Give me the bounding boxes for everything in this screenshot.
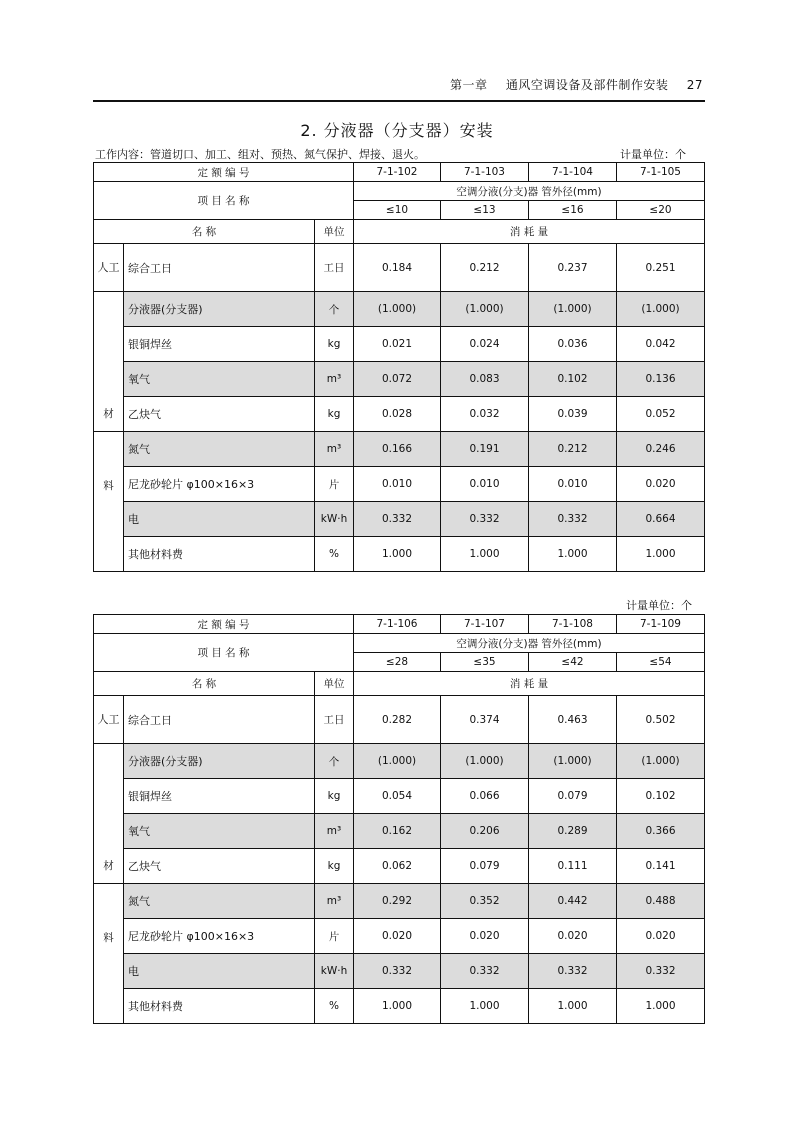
labor-value: 0.282	[354, 696, 441, 744]
material-value: 0.352	[441, 884, 529, 919]
quota-code: 7-1-106	[354, 615, 441, 634]
material-value: 1.000	[529, 537, 617, 572]
material-value: 0.102	[529, 362, 617, 397]
material-unit: %	[315, 989, 354, 1024]
material-value: 0.332	[529, 502, 617, 537]
material-value: (1.000)	[617, 744, 705, 779]
material-value: 0.366	[617, 814, 705, 849]
item-name-label: 项 目 名 称	[94, 182, 354, 220]
consumption-header: 消 耗 量	[354, 220, 705, 244]
material-value: 0.191	[441, 432, 529, 467]
material-unit: 片	[315, 919, 354, 954]
material-value: (1.000)	[354, 744, 441, 779]
labor-item-name: 综合工日	[124, 696, 315, 744]
header-text	[436, 76, 703, 93]
material-value: 0.332	[441, 954, 529, 989]
material-name: 其他材料费	[124, 537, 315, 572]
section-label: 通风空调设备及部件制作安装	[505, 78, 669, 92]
labor-value: 0.212	[441, 244, 529, 292]
material-name: 氧气	[124, 814, 315, 849]
labor-value: 0.502	[617, 696, 705, 744]
material-value: 0.332	[354, 502, 441, 537]
material-name: 分液器(分支器)	[124, 744, 315, 779]
material-value: 1.000	[441, 989, 529, 1024]
material-unit: 片	[315, 467, 354, 502]
material-value: 1.000	[617, 537, 705, 572]
quota-code: 7-1-105	[617, 163, 705, 182]
material-value: 0.332	[354, 954, 441, 989]
spec-value: ≤13	[441, 201, 529, 220]
spec-value: ≤28	[354, 653, 441, 672]
spec-value: ≤16	[529, 201, 617, 220]
labor-value: 0.251	[617, 244, 705, 292]
material-unit: kW·h	[315, 954, 354, 989]
quota-code: 7-1-104	[529, 163, 617, 182]
material-name: 银铜焊丝	[124, 327, 315, 362]
material-value: 0.079	[441, 849, 529, 884]
material-value: 0.488	[617, 884, 705, 919]
material-value: 0.024	[441, 327, 529, 362]
spec-value: ≤10	[354, 201, 441, 220]
material-value: 0.442	[529, 884, 617, 919]
material-value: 0.020	[617, 919, 705, 954]
consumption-header: 消 耗 量	[354, 672, 705, 696]
material-unit: kg	[315, 327, 354, 362]
page-header	[93, 72, 705, 102]
spec-value: ≤54	[617, 653, 705, 672]
labor-value: 0.374	[441, 696, 529, 744]
material-value: 0.111	[529, 849, 617, 884]
quota-code: 7-1-102	[354, 163, 441, 182]
material-value: 0.166	[354, 432, 441, 467]
name-column-header: 名 称	[94, 220, 315, 244]
material-unit: %	[315, 537, 354, 572]
material-value: (1.000)	[529, 744, 617, 779]
chapter-label: 第一章	[450, 78, 488, 92]
material-value: 0.054	[354, 779, 441, 814]
material-name: 分液器(分支器)	[124, 292, 315, 327]
material-unit: m³	[315, 884, 354, 919]
material-value: 0.079	[529, 779, 617, 814]
material-value: 0.032	[441, 397, 529, 432]
material-value: (1.000)	[529, 292, 617, 327]
spec-value: ≤35	[441, 653, 529, 672]
materials-category-label-bottom: 料	[94, 432, 124, 572]
labor-item-unit: 工日	[315, 244, 354, 292]
labor-value: 0.237	[529, 244, 617, 292]
material-name: 其他材料费	[124, 989, 315, 1024]
material-value: 0.292	[354, 884, 441, 919]
item-name-label: 项 目 名 称	[94, 634, 354, 672]
material-unit: 个	[315, 292, 354, 327]
material-unit: kg	[315, 849, 354, 884]
name-column-header: 名 称	[94, 672, 315, 696]
material-value: 0.102	[617, 779, 705, 814]
material-value: 0.020	[441, 919, 529, 954]
spec-header: 空调分液(分支)器 管外径(mm)	[354, 182, 705, 201]
labor-item-unit: 工日	[315, 696, 354, 744]
material-value: 0.332	[617, 954, 705, 989]
quota-code: 7-1-109	[617, 615, 705, 634]
page-title: 2. 分液器（分支器）安装	[300, 121, 494, 140]
materials-category-label-bottom: 料	[94, 884, 124, 1024]
material-value: 0.162	[354, 814, 441, 849]
work-content: 工作内容：管道切口、加工、组对、预热、氮气保护、焊接、退火。	[95, 148, 425, 161]
material-value: 0.066	[441, 779, 529, 814]
material-value: 0.664	[617, 502, 705, 537]
labor-item-name: 综合工日	[124, 244, 315, 292]
material-value: (1.000)	[441, 744, 529, 779]
material-unit: m³	[315, 814, 354, 849]
labor-value: 0.184	[354, 244, 441, 292]
material-value: 0.021	[354, 327, 441, 362]
labor-category-label: 人工	[94, 696, 124, 744]
material-value: 1.000	[617, 989, 705, 1024]
material-value: 1.000	[529, 989, 617, 1024]
material-value: 1.000	[354, 989, 441, 1024]
material-value: 0.136	[617, 362, 705, 397]
material-value: 0.036	[529, 327, 617, 362]
material-value: 0.052	[617, 397, 705, 432]
material-value: 0.020	[354, 919, 441, 954]
material-name: 尼龙砂轮片 φ100×16×3	[124, 467, 315, 502]
material-name: 电	[124, 502, 315, 537]
material-value: 0.042	[617, 327, 705, 362]
material-value: 0.141	[617, 849, 705, 884]
material-value: 0.246	[617, 432, 705, 467]
quota-code: 7-1-107	[441, 615, 529, 634]
spec-header: 空调分液(分支)器 管外径(mm)	[354, 634, 705, 653]
quota-code: 7-1-108	[529, 615, 617, 634]
material-name: 乙炔气	[124, 849, 315, 884]
material-name: 银铜焊丝	[124, 779, 315, 814]
material-value: 0.020	[529, 919, 617, 954]
material-value: 0.020	[617, 467, 705, 502]
material-value: 0.028	[354, 397, 441, 432]
material-value: 1.000	[441, 537, 529, 572]
quota-no-label: 定 额 编 号	[94, 615, 354, 634]
material-unit: 个	[315, 744, 354, 779]
material-name: 氧气	[124, 362, 315, 397]
material-value: 1.000	[354, 537, 441, 572]
materials-category-label-top: 材	[94, 744, 124, 884]
material-value: (1.000)	[354, 292, 441, 327]
material-unit: kg	[315, 397, 354, 432]
material-name: 尼龙砂轮片 φ100×16×3	[124, 919, 315, 954]
material-name: 氮气	[124, 884, 315, 919]
material-value: 0.039	[529, 397, 617, 432]
material-unit: m³	[315, 362, 354, 397]
labor-category-label: 人工	[94, 244, 124, 292]
unit-label-2: 计量单位：个	[626, 599, 692, 612]
material-value: 0.072	[354, 362, 441, 397]
quota-no-label: 定 额 编 号	[94, 163, 354, 182]
material-unit: kW·h	[315, 502, 354, 537]
material-value: 0.062	[354, 849, 441, 884]
material-value: 0.010	[529, 467, 617, 502]
unit-column-header: 单位	[315, 220, 354, 244]
material-value: 0.332	[441, 502, 529, 537]
materials-category-label-top: 材	[94, 292, 124, 432]
material-value: 0.332	[529, 954, 617, 989]
page-number: 27	[686, 78, 703, 92]
material-name: 乙炔气	[124, 397, 315, 432]
material-name: 电	[124, 954, 315, 989]
material-value: (1.000)	[441, 292, 529, 327]
material-value: 0.010	[441, 467, 529, 502]
unit-label-1: 计量单位：个	[620, 148, 686, 161]
spec-value: ≤42	[529, 653, 617, 672]
material-value: 0.212	[529, 432, 617, 467]
material-unit: kg	[315, 779, 354, 814]
material-value: (1.000)	[617, 292, 705, 327]
quota-table-2	[93, 614, 705, 1024]
material-unit: m³	[315, 432, 354, 467]
unit-column-header: 单位	[315, 672, 354, 696]
quota-table-1	[93, 162, 705, 572]
material-value: 0.010	[354, 467, 441, 502]
quota-code: 7-1-103	[441, 163, 529, 182]
material-name: 氮气	[124, 432, 315, 467]
spec-value: ≤20	[617, 201, 705, 220]
material-value: 0.289	[529, 814, 617, 849]
material-value: 0.083	[441, 362, 529, 397]
labor-value: 0.463	[529, 696, 617, 744]
material-value: 0.206	[441, 814, 529, 849]
